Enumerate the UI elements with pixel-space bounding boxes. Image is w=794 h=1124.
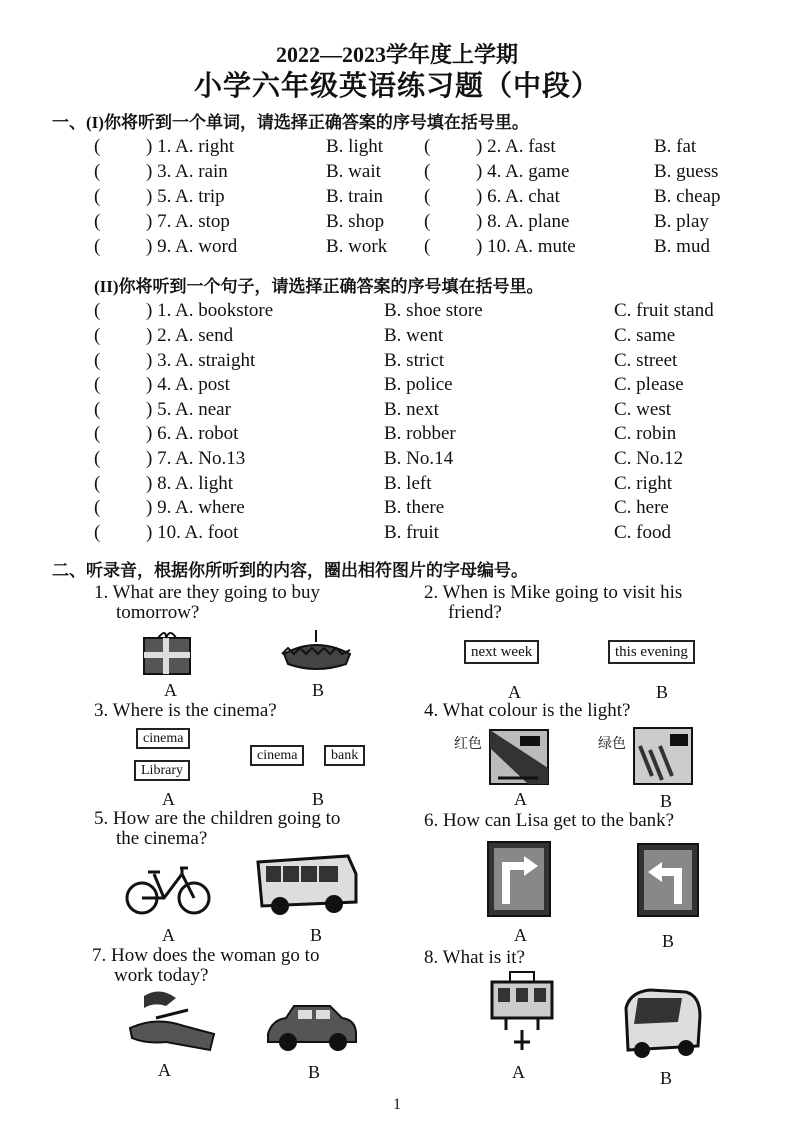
question-2 bbox=[424, 583, 682, 623]
option-b-label: B bbox=[312, 680, 325, 700]
part1-heading: 一、(I)你将听到一个单词，请选择正确答案的序号填在括号里。 bbox=[52, 113, 529, 132]
question-3: 3. Where is the cinema? bbox=[94, 700, 277, 721]
bus-image bbox=[252, 848, 362, 918]
bracket: ( bbox=[94, 161, 101, 182]
next-week-box: next week bbox=[464, 640, 539, 664]
option-a: ) 10. A. mute bbox=[476, 236, 576, 257]
cinema-box: cinema bbox=[250, 745, 304, 766]
front-bus-image bbox=[620, 986, 704, 1062]
question-4: 4. What colour is the light? bbox=[424, 700, 631, 721]
option-a: ) 6. A. robot bbox=[146, 423, 239, 444]
gift-box-image bbox=[140, 632, 196, 676]
car-image bbox=[264, 1000, 360, 1054]
option-a: ) 2. A. fast bbox=[476, 136, 556, 157]
question-2-line1: 2. When is Mike going to visit his bbox=[424, 582, 683, 603]
cinema-box: cinema bbox=[136, 728, 190, 749]
question-7-line1: 7. How does the woman go to bbox=[92, 945, 320, 966]
option-c: C. please bbox=[614, 374, 684, 395]
option-a: ) 8. A. plane bbox=[476, 211, 570, 232]
tram-image bbox=[486, 970, 558, 1054]
bracket: ( bbox=[94, 186, 101, 207]
question-1-line1: 1. What are they going to buy bbox=[94, 582, 321, 603]
bracket: ( bbox=[94, 399, 101, 420]
part1-heading2: (II)你将听到一个句子，请选择正确答案的序号填在括号里。 bbox=[94, 277, 544, 296]
option-a: ) 3. A. rain bbox=[146, 161, 228, 182]
option-a-label: A bbox=[162, 925, 175, 945]
bracket: ( bbox=[94, 211, 101, 232]
option-b: B. next bbox=[384, 399, 439, 420]
green-label: 绿色 bbox=[598, 737, 626, 752]
bracket: ( bbox=[94, 236, 101, 257]
option-b-label: B bbox=[662, 931, 675, 951]
question-2-line2: friend? bbox=[448, 602, 502, 623]
bank-box: bank bbox=[324, 745, 365, 766]
option-a: ) 1. A. bookstore bbox=[146, 300, 274, 321]
option-b: B. left bbox=[384, 473, 432, 494]
option-c: C. fruit stand bbox=[614, 300, 714, 321]
question-5 bbox=[94, 809, 340, 849]
option-a: ) 2. A. send bbox=[146, 325, 234, 346]
option-b: B. went bbox=[384, 325, 444, 346]
bracket: ( bbox=[94, 473, 101, 494]
green-light-crossing-image bbox=[632, 726, 694, 786]
option-a: ) 4. A. game bbox=[476, 161, 570, 182]
option-b: B. police bbox=[384, 374, 453, 395]
option-c: C. right bbox=[614, 473, 673, 494]
option-a-label: A bbox=[512, 1062, 525, 1082]
option-b: B. mud bbox=[654, 236, 710, 257]
question-7 bbox=[92, 946, 319, 986]
option-b: B. work bbox=[326, 236, 388, 257]
option-a: ) 7. A. No.13 bbox=[146, 448, 246, 469]
option-b: B. No.14 bbox=[384, 448, 454, 469]
option-b: B. robber bbox=[384, 423, 456, 444]
bracket: ( bbox=[94, 448, 101, 469]
option-c: C. same bbox=[614, 325, 676, 346]
bracket: ( bbox=[424, 236, 431, 257]
option-b: B. guess bbox=[654, 161, 719, 182]
turn-right-sign-image bbox=[486, 840, 552, 918]
question-5-line1: 5. How are the children going to bbox=[94, 808, 341, 829]
option-a: ) 8. A. light bbox=[146, 473, 234, 494]
option-b-label: B bbox=[310, 925, 323, 945]
bracket: ( bbox=[424, 161, 431, 182]
option-a: ) 1. A. right bbox=[146, 136, 235, 157]
option-c: C. here bbox=[614, 497, 669, 518]
page-number: 1 bbox=[393, 1096, 401, 1113]
option-b-label: B bbox=[660, 791, 673, 811]
option-a: ) 4. A. post bbox=[146, 374, 230, 395]
option-b: B. train bbox=[326, 186, 383, 207]
option-b: B. wait bbox=[326, 161, 381, 182]
bracket: ( bbox=[94, 325, 101, 346]
option-a-label: A bbox=[514, 789, 527, 809]
option-b: B. play bbox=[654, 211, 709, 232]
bracket: ( bbox=[424, 211, 431, 232]
exam-year-title: 2022—2023学年度上学期 bbox=[275, 42, 518, 67]
question-8: 8. What is it? bbox=[424, 947, 525, 968]
option-c: C. robin bbox=[614, 423, 677, 444]
bicycle-image bbox=[124, 858, 212, 918]
library-box: Library bbox=[134, 760, 190, 781]
bracket: ( bbox=[94, 136, 101, 157]
option-a-label: A bbox=[514, 925, 527, 945]
option-b-label: B bbox=[308, 1062, 321, 1082]
option-b: B. there bbox=[384, 497, 445, 518]
option-a: ) 3. A. straight bbox=[146, 350, 256, 371]
exam-title: 小学六年级英语练习题（中段） bbox=[193, 71, 600, 102]
option-b: B. fat bbox=[654, 136, 697, 157]
option-b: B. fruit bbox=[384, 522, 439, 543]
option-a: ) 7. A. stop bbox=[146, 211, 230, 232]
option-b-label: B bbox=[312, 789, 325, 809]
option-a-label: A bbox=[158, 1060, 171, 1080]
option-b: B. shoe store bbox=[384, 300, 483, 321]
option-b: B. light bbox=[326, 136, 384, 157]
question-7-line2: work today? bbox=[114, 965, 209, 986]
birthday-cake-image bbox=[280, 628, 354, 672]
option-c: C. street bbox=[614, 350, 678, 371]
question-1 bbox=[94, 583, 320, 623]
this-evening-box: this evening bbox=[608, 640, 695, 664]
bracket: ( bbox=[94, 350, 101, 371]
option-a: ) 10. A. foot bbox=[146, 522, 239, 543]
option-a-label: A bbox=[508, 682, 521, 702]
option-a: ) 6. A. chat bbox=[476, 186, 560, 207]
option-b-label: B bbox=[656, 682, 669, 702]
option-a: ) 9. A. word bbox=[146, 236, 238, 257]
option-a: ) 5. A. near bbox=[146, 399, 231, 420]
option-b-label: B bbox=[660, 1068, 673, 1088]
option-b: B. strict bbox=[384, 350, 445, 371]
red-label: 红色 bbox=[454, 737, 482, 752]
woman-walking-image bbox=[126, 988, 218, 1058]
option-c: C. west bbox=[614, 399, 671, 420]
question-6: 6. How can Lisa get to the bank? bbox=[424, 810, 675, 831]
question-5-line2: the cinema? bbox=[116, 828, 208, 849]
bracket: ( bbox=[94, 522, 101, 543]
bracket: ( bbox=[424, 186, 431, 207]
bracket: ( bbox=[94, 423, 101, 444]
option-c: C. No.12 bbox=[614, 448, 684, 469]
option-c: C. food bbox=[614, 522, 671, 543]
option-b: B. shop bbox=[326, 211, 385, 232]
option-a-label: A bbox=[162, 789, 175, 809]
bracket: ( bbox=[94, 300, 101, 321]
question-1-line2: tomorrow? bbox=[116, 602, 200, 623]
option-a-label: A bbox=[164, 680, 177, 700]
bracket: ( bbox=[94, 374, 101, 395]
option-a: ) 5. A. trip bbox=[146, 186, 225, 207]
option-b: B. cheap bbox=[654, 186, 721, 207]
part2-heading: 二、听录音，根据你所听到的内容，圈出相符图片的字母编号。 bbox=[52, 561, 528, 580]
turn-left-sign-image bbox=[636, 842, 700, 918]
red-light-crossing-image bbox=[488, 728, 550, 786]
bracket: ( bbox=[94, 497, 101, 518]
bracket: ( bbox=[424, 136, 431, 157]
option-a: ) 9. A. where bbox=[146, 497, 245, 518]
